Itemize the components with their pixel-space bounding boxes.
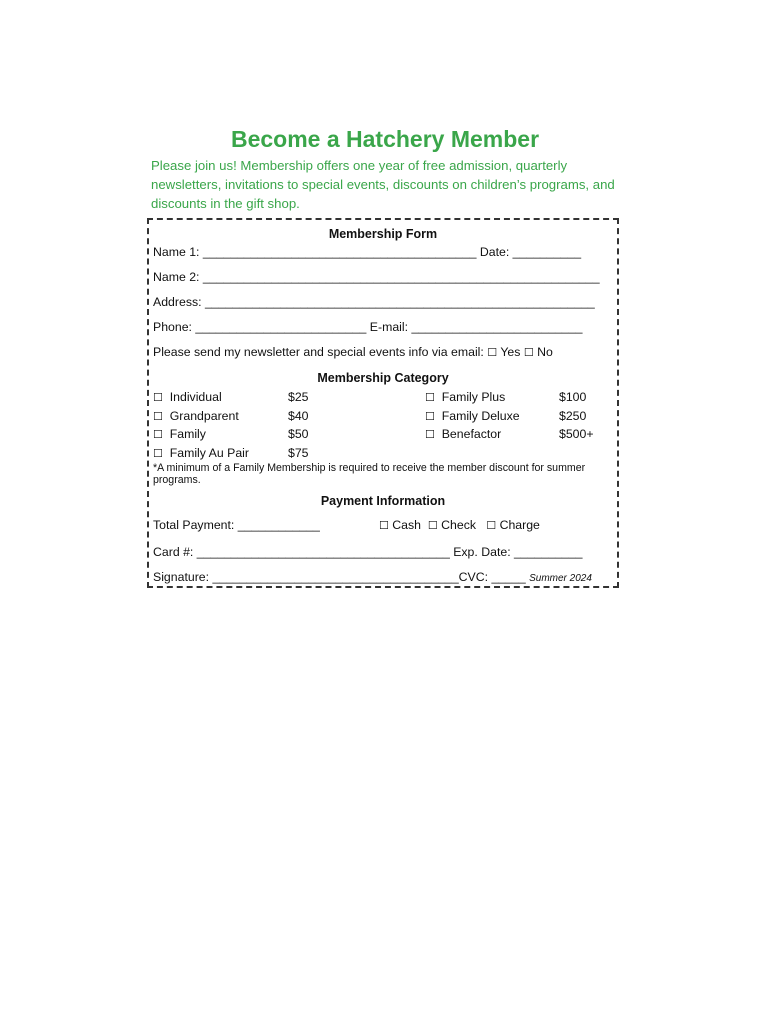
- category-price: $40: [288, 409, 309, 423]
- category-label: Family Deluxe: [441, 409, 520, 423]
- check-checkbox[interactable]: ☐: [427, 519, 438, 532]
- category-option[interactable]: [153, 427, 206, 441]
- category-price: $25: [288, 390, 309, 404]
- category-label: Family Plus: [441, 390, 506, 404]
- category-price: $50: [288, 427, 309, 441]
- category-checkbox[interactable]: ☐: [425, 391, 435, 404]
- check-label: Check: [441, 518, 477, 532]
- category-label: Benefactor: [441, 427, 502, 441]
- payment-methods: [379, 518, 540, 532]
- cash-checkbox[interactable]: ☐: [379, 519, 389, 532]
- name1-field[interactable]: Name 1: ________________________________________ Date: __________: [153, 245, 582, 259]
- category-option[interactable]: [425, 390, 505, 404]
- category-option[interactable]: [153, 409, 239, 423]
- category-checkbox[interactable]: ☐: [153, 428, 163, 441]
- newsletter-row: [153, 345, 553, 359]
- category-checkbox[interactable]: ☐: [153, 447, 163, 460]
- category-checkbox[interactable]: ☐: [153, 410, 163, 423]
- signature-row: [153, 570, 592, 584]
- membership-category-heading: Membership Category: [317, 371, 449, 385]
- category-label: Individual: [169, 390, 222, 404]
- checkbox-yes[interactable]: ☐: [487, 346, 498, 359]
- checkbox-no[interactable]: ☐: [523, 346, 534, 359]
- signature-cvc-field[interactable]: Signature: ____________________________________CVC: _____: [153, 570, 526, 584]
- category-option[interactable]: [153, 390, 222, 404]
- newsletter-no-label: No: [537, 345, 553, 359]
- category-price: $100: [559, 390, 587, 404]
- season-label: Summer 2024: [529, 573, 592, 584]
- category-checkbox[interactable]: ☐: [425, 410, 435, 423]
- category-price: $500+: [559, 427, 594, 441]
- newsletter-prompt: Please send my newsletter and special events info via email:: [153, 345, 484, 359]
- category-option[interactable]: [153, 446, 249, 460]
- category-checkbox[interactable]: ☐: [153, 391, 163, 404]
- total-payment-field[interactable]: Total Payment: ____________: [153, 518, 320, 532]
- category-price: $250: [559, 409, 587, 423]
- cash-label: Cash: [392, 518, 422, 532]
- page-title: Become a Hatchery Member: [230, 126, 540, 152]
- name2-field[interactable]: Name 2: __________________________________________________________: [153, 270, 600, 284]
- category-option[interactable]: [425, 409, 520, 423]
- category-label: Family: [169, 427, 206, 441]
- phone-email-field[interactable]: Phone: _________________________ E-mail: _________________________: [153, 320, 583, 334]
- membership-form: [147, 218, 619, 588]
- charge-checkbox[interactable]: ☐: [486, 519, 497, 532]
- intro-text: Please join us! Membership offers one year of free admission, quarterly newsletters, invitations to special events, discounts on children’s programs, and discounts in the gift shop.: [151, 158, 615, 211]
- category-checkbox[interactable]: ☐: [425, 428, 435, 441]
- category-label: Family Au Pair: [169, 446, 249, 460]
- card-field[interactable]: Card #: _____________________________________ Exp. Date: __________: [153, 545, 583, 559]
- charge-label: Charge: [499, 518, 540, 532]
- address-field[interactable]: Address: _________________________________________________________: [153, 295, 595, 309]
- membership-form-heading: Membership Form: [328, 227, 438, 241]
- category-option[interactable]: [425, 427, 501, 441]
- category-price: $75: [288, 446, 309, 460]
- payment-heading: Payment Information: [320, 494, 446, 508]
- category-label: Grandparent: [169, 409, 239, 423]
- category-note: *A minimum of a Family Membership is required to receive the member discount for summer programs.: [153, 462, 586, 486]
- newsletter-yes-label: Yes: [500, 345, 521, 359]
